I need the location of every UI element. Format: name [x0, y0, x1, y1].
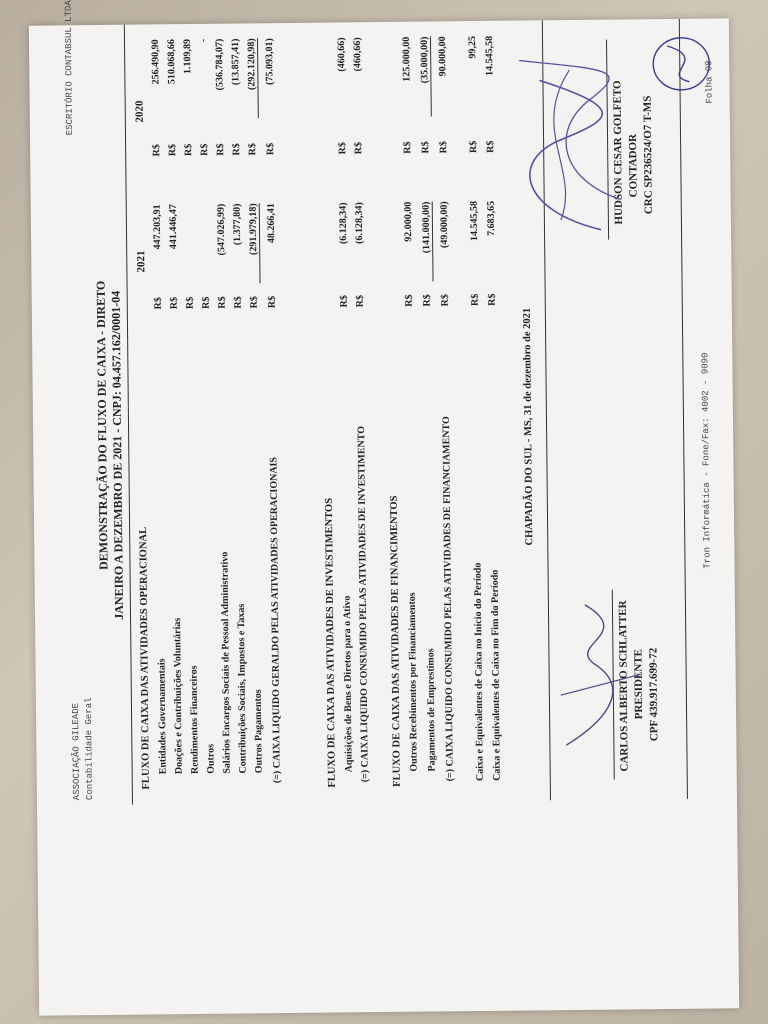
currency-symbol: R$: [354, 294, 366, 308]
org-name: ASSOCIAÇÃO GILEADE: [70, 702, 82, 801]
value-2021: 92.000,00: [402, 201, 415, 242]
line-item-label: Outros Recebimentos por Financiamentos: [406, 592, 420, 772]
value-2020: 256.490,90: [149, 39, 162, 85]
value-2020: 99,25: [466, 35, 479, 59]
currency-symbol: R$: [485, 140, 497, 153]
currency-symbol: R$: [402, 141, 414, 154]
line-item-label: Outros Pagamentos: [252, 689, 265, 774]
value-2020: (460,66): [351, 37, 364, 72]
value-2021: 48.266,41: [265, 203, 278, 244]
value-2020: 90.000,00: [436, 36, 449, 77]
value-2021: [184, 204, 185, 284]
currency-symbol: R$: [184, 296, 196, 310]
value-2021: (6.128,34): [353, 202, 366, 244]
line-item-label: Doações e Contribuições Voluntárias: [172, 617, 185, 775]
right-signer-role: CONTADOR: [627, 133, 640, 198]
value-2020: (292.120,98): [246, 38, 259, 118]
line-item-label: Pagamentos de Emprestimos: [425, 648, 438, 772]
right-signer-doc: CRC SP236524/O7 T-MS: [641, 95, 655, 215]
currency-symbol: R$: [337, 142, 349, 155]
section-financing-heading: FLUXO DE CAIXA DAS ATIVIDADES DE FINANCIMENTOS: [388, 495, 403, 787]
currency-symbol: R$: [151, 144, 163, 157]
value-2021: 441.446,47: [167, 204, 180, 250]
value-2021: (6.128,34): [337, 202, 350, 245]
cash-line-label: Caixa e Equivalentes de Caixa no Fim do Período: [489, 569, 503, 781]
currency-symbol: R$: [168, 296, 180, 310]
currency-symbol: R$: [247, 143, 259, 156]
right-handwritten-signature: [499, 49, 641, 250]
footer-rule: [679, 19, 688, 799]
currency-symbol: R$: [486, 293, 498, 306]
operational-total-label: (=) CAIXA LIQUIDO GERALDO PELAS ATIVIDADES OPERACIONAIS: [268, 456, 283, 784]
line-item-label: Aquisições de Bens e Diretos para o Ativo: [341, 595, 355, 773]
value-2020: 510.068,66: [165, 39, 178, 85]
page-number: Folha 08: [704, 60, 715, 104]
section-operational-heading: FLUXO DE CAIXA DAS ATIVIDADES OPERACIONAL: [138, 526, 152, 790]
left-signer-doc: CPF 439.917.699-72: [647, 647, 661, 742]
value-2021: 7.683,65: [485, 200, 498, 236]
place-date: CHAPADÃO DO SUL - MS, 31 de dezembro de 2021: [521, 307, 536, 546]
currency-symbol: R$: [183, 143, 195, 157]
line-item-label: Contribuições Sociais, Impostos e Taxas: [235, 603, 249, 774]
currency-symbol: R$: [266, 295, 278, 309]
line-item-label: Rendimentos Financeiros: [188, 665, 201, 775]
office-name: ESCRITÓRIO CONTABSUL LTDA: [63, 0, 75, 136]
currency-symbol: R$: [468, 140, 480, 154]
currency-symbol: R$: [215, 143, 227, 156]
value-2020: (35.000,00): [419, 36, 432, 116]
currency-symbol: R$: [152, 297, 164, 310]
currency-symbol: R$: [232, 296, 244, 309]
top-rule: [124, 25, 133, 805]
currency-symbol: R$: [469, 293, 481, 307]
value-2020: (536.784,07): [213, 38, 226, 91]
value-2021: (547.026,99): [215, 203, 228, 256]
col-2020: 2020: [133, 100, 146, 123]
statement-subtitle: JANEIRO A DEZEMBRO DE 2021 - CNPJ: 04.457.162/0001-04: [108, 290, 127, 620]
statement-title: DEMONSTRAÇÃO DO FLUXO DE CAIXA - DIRETO: [93, 280, 111, 571]
currency-symbol: R$: [199, 143, 211, 156]
currency-symbol: R$: [353, 141, 365, 155]
value-2020: 1.109,89: [181, 38, 194, 75]
value-2020: (75.093,01): [263, 38, 276, 85]
value-2020: 125.000,00: [400, 36, 413, 82]
left-handwritten-signature: [555, 594, 647, 755]
right-signer-name: HUDSON CESAR GOLFETO: [611, 80, 625, 225]
value-2020: (460,66): [335, 37, 348, 72]
left-signer-role: PRESIDENTE: [632, 648, 646, 720]
currency-symbol: R$: [421, 294, 433, 307]
rubric-initials: [649, 34, 715, 95]
currency-symbol: R$: [403, 294, 415, 307]
value-2020: 14.545,58: [483, 35, 496, 76]
currency-symbol: R$: [265, 142, 277, 156]
value-2021: (291.979,18): [248, 203, 261, 283]
value-2021: (141.000,00): [421, 201, 434, 281]
col-2021: 2021: [135, 250, 148, 273]
currency-symbol: R$: [248, 296, 260, 309]
investment-total-label: (=) CAIXA LIQUIDO CONSUMIDO PELAS ATIVIDADES DE INVESTIMENTO: [356, 425, 371, 783]
value-2021: 14.545,58: [468, 200, 481, 242]
section-investment-heading: FLUXO DE CAIXA DAS ATIVIDADES DE INVESTIMENTOS: [323, 497, 338, 788]
line-item-label: Outros: [205, 743, 217, 774]
value-2021: [200, 204, 201, 284]
department: Contabilidade Geral: [83, 697, 95, 801]
rotated-page: [29, 0, 739, 1015]
currency-symbol: R$: [216, 296, 228, 309]
document-sheet: [29, 0, 739, 1015]
financing-total-label: (=) CAIXA LIQUIDO CONSUMIDO PELAS ATIVIDADES DE FINANCIAMENTO: [440, 416, 456, 782]
currency-symbol: R$: [167, 143, 179, 157]
currency-symbol: R$: [420, 141, 432, 154]
currency-symbol: R$: [438, 141, 450, 154]
currency-symbol: R$: [200, 296, 212, 309]
value-2020: (13.857,41): [229, 38, 242, 86]
line-item-label: Entidades Governamentais: [156, 658, 169, 775]
value-2021: (49.000,00): [438, 201, 451, 249]
value-2021: (1.377,80): [231, 203, 244, 246]
cash-line-label: Caixa e Equivalentes de Caixa no Início do Período: [472, 562, 486, 782]
left-signer-name: CARLOS ALBERTO SCHLATTER: [616, 600, 631, 772]
line-item-label: Salários Encargos Sociais de Pessoal Administrativo: [219, 551, 233, 774]
currency-symbol: R$: [439, 294, 451, 307]
value-2021: 447.203,91: [151, 204, 164, 250]
value-2020: -: [197, 38, 210, 43]
currency-symbol: R$: [338, 295, 350, 308]
software-credit: Tron Informática - Fone/Fax: 4002 - 9090: [700, 352, 713, 569]
currency-symbol: R$: [231, 143, 243, 156]
